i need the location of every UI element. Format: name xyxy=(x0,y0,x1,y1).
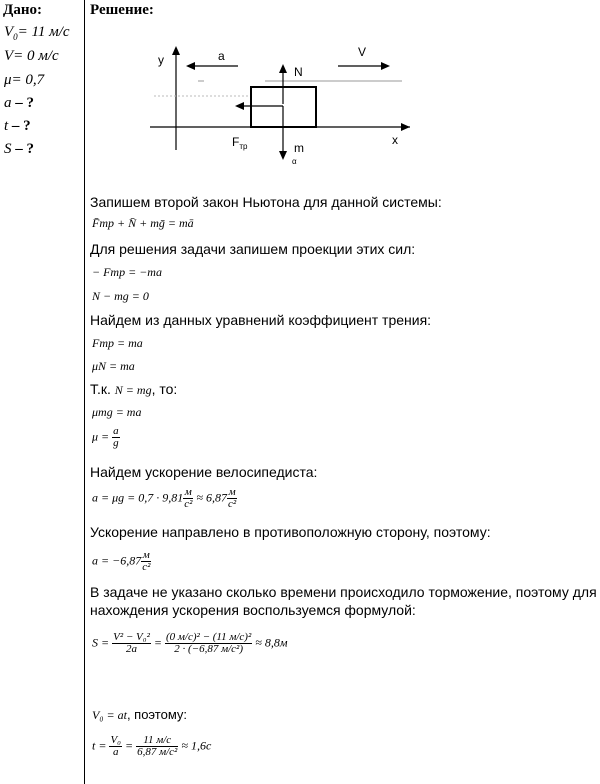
force-diagram xyxy=(140,40,420,170)
formula-proj-1: − Fтр = −ma xyxy=(92,265,162,279)
formula-v0: V₀ = at, поэтому: xyxy=(92,707,188,722)
formula-distance: S = $\frac{\text{V² − V₀²}}{2a}$ = $\frac{\text{(0 м/с)² − (11 м/с)²}}{\text{2 · (−6,87 м/с²)}}$ ≈ 8,8м xyxy=(92,631,288,655)
formula-acceleration: a = μg = 0,7 · 9,81 $\frac{м}{\text{с²}}$ ≈ 6,87 $\frac{м}{\text{с²}}$ xyxy=(92,486,237,510)
text-friction: Найдем из данных уравнений коэффициент трения: xyxy=(90,312,432,328)
y-axis-arrow xyxy=(172,46,180,55)
friction-label: $F_{тр}$ xyxy=(232,135,248,151)
text-time-2: нахождения ускорения воспользуемся формулой: xyxy=(90,602,416,618)
x-axis-arrow xyxy=(401,123,410,131)
formula-proj-2: N − mg = 0 xyxy=(92,289,149,303)
given-panel xyxy=(0,0,85,784)
text-acceleration: Найдем ускорение велосипедиста: xyxy=(90,464,318,480)
mass-label: m xyxy=(294,141,304,155)
formula-mumg: μmg = ma xyxy=(92,405,142,419)
formula-fr-1: Fтр = ma xyxy=(92,336,143,350)
formula-mu: μ = $\frac{a}{g}$ xyxy=(92,425,119,449)
accel-label: a xyxy=(218,49,225,63)
velocity-label: V xyxy=(358,45,367,59)
y-label: y xyxy=(158,53,164,67)
given-s: S – ? xyxy=(4,141,34,157)
x-label: x xyxy=(392,133,398,147)
formula-fr-2: μN = ma xyxy=(92,359,135,373)
given-v: V= 0 м/с xyxy=(4,48,59,64)
text-since: Т.к. N = mg, то: xyxy=(90,381,178,397)
solution-title: Решение: xyxy=(90,2,154,18)
alpha-label: α xyxy=(292,157,297,166)
given-t: t – ? xyxy=(4,118,31,134)
formula-time: t = $\frac{\text{V₀}}{a}$ = $\frac{11 м/с}{\text{6,87 м/с²}}$ ≈ 1,6с xyxy=(92,734,212,758)
given-mu: μ= 0,7 xyxy=(4,72,45,88)
given-title: Дано: xyxy=(3,2,42,18)
normal-label: N xyxy=(294,65,303,79)
text-direction: Ускорение направлено в противоположную сторону, поэтому: xyxy=(90,524,491,540)
formula-acc-negative: a = −6,87 $\frac{м}{\text{с²}}$ xyxy=(92,549,151,573)
given-v0: $V_0= 11$ м/с xyxy=(4,24,70,42)
given-a: a – ? xyxy=(4,95,34,111)
formula-newton: F̄тр + N̄ + mḡ = mā xyxy=(92,216,194,230)
text-time-1: В задаче не указано сколько времени происходило торможение, поэтому для xyxy=(90,584,597,600)
text-newton-law: Запишем второй закон Ньютона для данной системы: xyxy=(90,194,442,210)
text-projections: Для решения задачи запишем проекции этих сил: xyxy=(90,241,416,257)
